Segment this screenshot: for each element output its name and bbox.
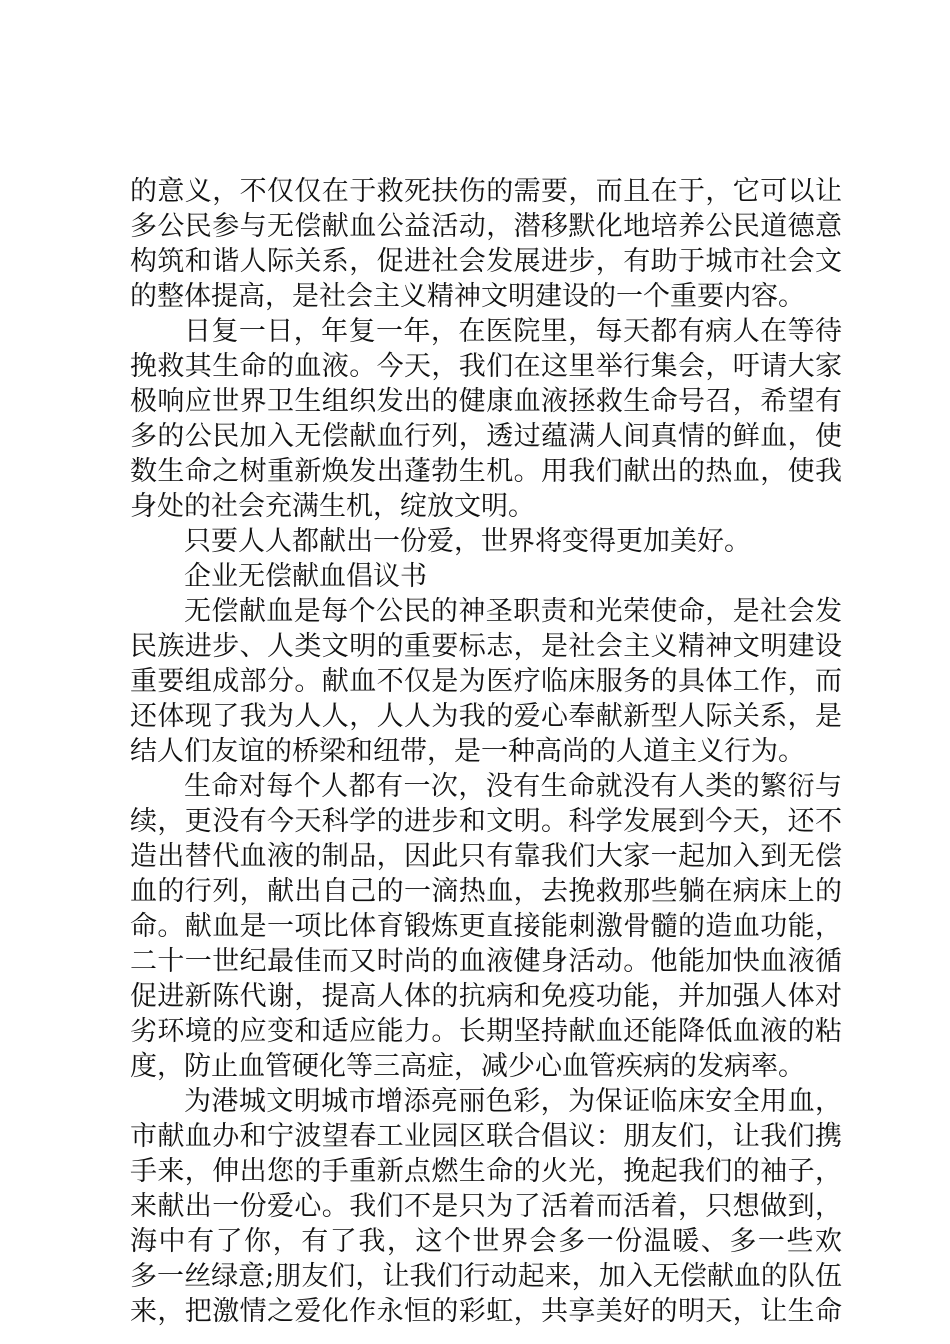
text-line: 手来，伸出您的手重新点燃生命的火光，挽起我们的袖子， xyxy=(130,1156,842,1187)
text-line: 度，防止血管硬化等三高症，减少心血管疾病的发病率。 xyxy=(130,1051,805,1082)
text-line: 来献出一份爱心。我们不是只为了活着而活着，只想做到， xyxy=(130,1191,842,1222)
text-line: 极响应世界卫生组织发出的健康血液拯救生命号召，希望有 xyxy=(130,386,842,417)
text-line: 促进新陈代谢，提高人体的抗病和免疫功能，并加强人体对 xyxy=(130,981,842,1012)
text-line: 挽救其生命的血液。今天，我们在这里举行集会，吁请大家 xyxy=(130,351,842,382)
text-line: 血的行列，献出自己的一滴热血，去挽救那些躺在病床上的 xyxy=(130,876,842,907)
text-line: 多一丝绿意;朋友们，让我们行动起来，加入无偿献血的队伍 xyxy=(130,1261,842,1292)
text-line: 的整体提高，是社会主义精神文明建设的一个重要内容。 xyxy=(130,281,805,312)
text-line: 命。献血是一项比体育锻炼更直接能刺激骨髓的造血功能， xyxy=(130,911,842,942)
text-line: 日复一日，年复一年，在医院里，每天都有病人在等待 xyxy=(184,316,842,347)
text-line: 多公民参与无偿献血公益活动，潜移默化地培养公民道德意 xyxy=(130,211,842,242)
text-line: 海中有了你，有了我，这个世界会多一份温暖、多一些欢 xyxy=(130,1226,842,1257)
text-line: 劣环境的应变和适应能力。长期坚持献血还能降低血液的粘 xyxy=(130,1016,842,1047)
text-line: 二十一世纪最佳而又时尚的血液健身活动。他能加快血液循 xyxy=(130,946,842,977)
text-line: 民族进步、人类文明的重要标志，是社会主义精神文明建设 xyxy=(130,631,842,662)
text-line: 续，更没有今天科学的进步和文明。科学发展到今天，还不 xyxy=(130,806,842,837)
text-line: 的意义，不仅仅在于救死扶伤的需要，而且在于，它可以让 xyxy=(130,176,842,207)
text-line: 结人们友谊的桥梁和纽带，是一种高尚的人道主义行为。 xyxy=(130,736,805,767)
text-line: 还体现了我为人人，人人为我的爱心奉献新型人际关系，是 xyxy=(130,701,842,732)
text-line: 市献血办和宁波望春工业园区联合倡议：朋友们，让我们携 xyxy=(130,1121,842,1152)
text-line: 身处的社会充满生机，绽放文明。 xyxy=(130,491,535,522)
text-line: 数生命之树重新焕发出蓬勃生机。用我们献出的热血，使我 xyxy=(130,456,842,487)
text-line: 生命对每个人都有一次，没有生命就没有人类的繁衍与 xyxy=(184,771,842,802)
document-body xyxy=(130,174,842,1329)
text-line: 无偿献血是每个公民的神圣职责和光荣使命，是社会发 xyxy=(184,596,842,627)
text-line: 只要人人都献出一份爱，世界将变得更加美好。 xyxy=(184,526,751,557)
text-line: 构筑和谐人际关系，促进社会发展进步，有助于城市社会文 xyxy=(130,246,842,277)
text-line: 来，把激情之爱化作永恒的彩虹，共享美好的明天，让生命 xyxy=(130,1296,842,1327)
text-line: 企业无偿献血倡议书 xyxy=(184,561,427,592)
text-line: 重要组成部分。献血不仅是为医疗临床服务的具体工作，而 xyxy=(130,666,842,697)
text-line: 为港城文明城市增添亮丽色彩，为保证临床安全用血， xyxy=(184,1086,842,1117)
text-line: 造出替代血液的制品，因此只有靠我们大家一起加入到无偿 xyxy=(130,841,842,872)
text-line: 多的公民加入无偿献血行列，透过蕴满人间真情的鲜血，使 xyxy=(130,421,842,452)
